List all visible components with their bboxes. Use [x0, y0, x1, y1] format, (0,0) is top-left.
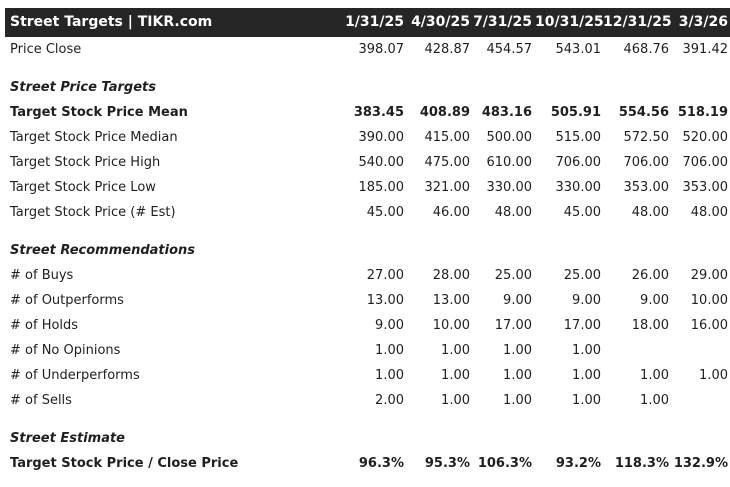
cell-value: 95.3%	[424, 456, 470, 471]
cell-value: 454.57	[486, 42, 532, 57]
cell-value: 572.50	[623, 130, 669, 145]
cell-value: 106.3%	[477, 456, 532, 471]
section-title: Street Recommendations	[10, 243, 196, 258]
table-title: Street Targets | TIKR.com	[10, 14, 213, 30]
cell-value: 330.00	[486, 180, 532, 195]
cell-value: 520.00	[682, 130, 728, 145]
cell-value: 390.00	[358, 130, 404, 145]
cell-value: 468.76	[623, 42, 669, 57]
cell-value: 17.00	[494, 318, 532, 333]
cell-value: 25.00	[494, 268, 532, 283]
cell-value: 1.00	[375, 343, 404, 358]
cell-value: 1.00	[640, 393, 669, 408]
row-label: # of Sells	[10, 393, 72, 408]
cell-value: 118.3%	[614, 456, 669, 471]
cell-value: 1.00	[375, 368, 404, 383]
cell-value: 48.00	[690, 205, 728, 220]
row-label: Target Stock Price (# Est)	[10, 205, 176, 220]
cell-value: 13.00	[366, 293, 404, 308]
table-row	[5, 201, 730, 225]
cell-value: 353.00	[623, 180, 669, 195]
cell-value: 48.00	[631, 205, 669, 220]
cell-value: 428.87	[424, 42, 470, 57]
cell-value: 96.3%	[358, 456, 404, 471]
cell-value: 505.91	[550, 105, 601, 120]
cell-value: 13.00	[432, 293, 470, 308]
cell-value: 554.56	[618, 105, 669, 120]
table-row	[5, 389, 730, 413]
row-label: Target Stock Price / Close Price	[10, 456, 239, 471]
row-label: # of Underperforms	[10, 368, 140, 383]
cell-value: 16.00	[690, 318, 728, 333]
table-row	[5, 264, 730, 288]
table-row	[5, 101, 730, 125]
cell-value: 18.00	[631, 318, 669, 333]
cell-value: 391.42	[682, 42, 728, 57]
cell-value: 1.00	[441, 343, 470, 358]
table-row	[5, 289, 730, 313]
row-label: # of Holds	[10, 318, 79, 333]
table-row	[5, 339, 730, 363]
cell-value: 46.00	[432, 205, 470, 220]
cell-value: 45.00	[563, 205, 601, 220]
cell-value: 1.00	[441, 393, 470, 408]
cell-value: 1.00	[441, 368, 470, 383]
row-label: Price Close	[10, 42, 82, 57]
cell-value: 408.89	[419, 105, 470, 120]
cell-value: 25.00	[563, 268, 601, 283]
cell-value: 10.00	[690, 293, 728, 308]
cell-value: 706.00	[623, 155, 669, 170]
cell-value: 93.2%	[555, 456, 601, 471]
cell-value: 398.07	[358, 42, 404, 57]
cell-value: 28.00	[432, 268, 470, 283]
cell-value: 706.00	[682, 155, 728, 170]
table-row	[5, 151, 730, 175]
section-heading-estimate	[5, 427, 730, 451]
cell-value: 706.00	[555, 155, 601, 170]
column-header: 1/31/25	[345, 14, 404, 30]
table-row	[5, 364, 730, 388]
section-title: Street Price Targets	[10, 80, 156, 95]
cell-value: 1.00	[503, 368, 532, 383]
cell-value: 9.00	[572, 293, 601, 308]
row-label: Target Stock Price Low	[10, 180, 156, 195]
column-header: 10/31/25	[535, 14, 604, 30]
cell-value: 1.00	[640, 368, 669, 383]
cell-value: 500.00	[486, 130, 532, 145]
table-row	[5, 176, 730, 200]
cell-value: 518.19	[677, 105, 728, 120]
column-header: 3/3/26	[678, 14, 728, 30]
table-header	[5, 8, 730, 37]
cell-value: 1.00	[699, 368, 728, 383]
cell-value: 45.00	[366, 205, 404, 220]
table-row-price-close	[5, 38, 730, 62]
row-label: Target Stock Price High	[10, 155, 161, 170]
cell-value: 543.01	[555, 42, 601, 57]
cell-value: 540.00	[358, 155, 404, 170]
cell-value: 515.00	[555, 130, 601, 145]
section-title: Street Estimate	[10, 431, 126, 446]
cell-value: 9.00	[503, 293, 532, 308]
cell-value: 415.00	[424, 130, 470, 145]
table-row	[5, 452, 730, 476]
row-label: # of Outperforms	[10, 293, 124, 308]
cell-value: 330.00	[555, 180, 601, 195]
cell-value: 475.00	[424, 155, 470, 170]
section-heading-recommendations	[5, 239, 730, 263]
cell-value: 27.00	[366, 268, 404, 283]
column-header: 7/31/25	[473, 14, 532, 30]
cell-value: 1.00	[503, 343, 532, 358]
cell-value: 29.00	[690, 268, 728, 283]
cell-value: 1.00	[572, 393, 601, 408]
row-label: # of No Opinions	[10, 343, 121, 358]
table-row	[5, 314, 730, 338]
cell-value: 17.00	[563, 318, 601, 333]
cell-value: 48.00	[494, 205, 532, 220]
row-label: Target Stock Price Median	[10, 130, 178, 145]
cell-value: 132.9%	[673, 456, 728, 471]
table-row	[5, 126, 730, 150]
cell-value: 383.45	[353, 105, 404, 120]
cell-value: 1.00	[503, 393, 532, 408]
cell-value: 483.16	[481, 105, 532, 120]
cell-value: 353.00	[682, 180, 728, 195]
cell-value: 610.00	[486, 155, 532, 170]
row-label: # of Buys	[10, 268, 74, 283]
row-label: Target Stock Price Mean	[10, 105, 188, 120]
cell-value: 10.00	[432, 318, 470, 333]
cell-value: 185.00	[358, 180, 404, 195]
cell-value: 9.00	[375, 318, 404, 333]
cell-value: 1.00	[572, 343, 601, 358]
cell-value: 2.00	[375, 393, 404, 408]
cell-value: 26.00	[631, 268, 669, 283]
column-header: 12/31/25	[603, 14, 672, 30]
cell-value: 9.00	[640, 293, 669, 308]
column-header: 4/30/25	[411, 14, 470, 30]
cell-value: 321.00	[424, 180, 470, 195]
cell-value: 1.00	[572, 368, 601, 383]
section-heading-price-targets	[5, 76, 730, 100]
